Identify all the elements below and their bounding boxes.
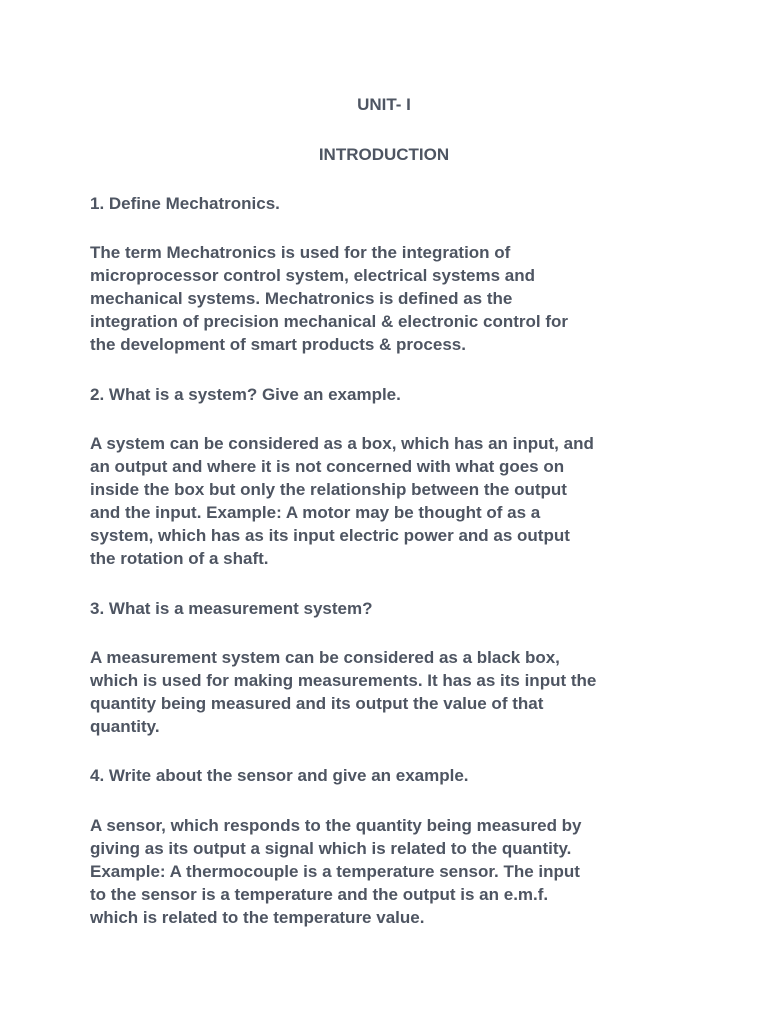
unit-heading: UNIT- I: [357, 95, 411, 114]
answer-4: [90, 814, 690, 929]
answer-line: the rotation of a shaft.: [90, 549, 269, 568]
answer-line: giving as its output a signal which is related to the quantity.: [90, 839, 572, 858]
question-3: 3. What is a measurement system?: [90, 599, 373, 618]
answer-line: to the sensor is a temperature and the output is an e.m.f.: [90, 885, 549, 904]
question-1: 1. Define Mechatronics.: [90, 194, 280, 213]
answer-line: A system can be considered as a box, which has an input, and: [90, 434, 594, 453]
answer-line: which is used for making measurements. It has as its input the: [90, 671, 597, 690]
answer-line: quantity.: [90, 717, 160, 736]
answer-line: which is related to the temperature value.: [90, 908, 425, 927]
answer-line: Example: A thermocouple is a temperature sensor. The input: [90, 862, 580, 881]
answer-line: mechanical systems. Mechatronics is defined as the: [90, 289, 513, 308]
answer-3: [90, 646, 690, 738]
answer-line: inside the box but only the relationship between the output: [90, 480, 567, 499]
answer-2: [90, 432, 690, 570]
answer-line: and the input. Example: A motor may be thought of as a: [90, 503, 541, 522]
answer-1: [90, 241, 690, 356]
answer-line: system, which has as its input electric power and as output: [90, 526, 570, 545]
question-2: 2. What is a system? Give an example.: [90, 385, 401, 404]
answer-line: The term Mechatronics is used for the integration of: [90, 243, 511, 262]
question-4: 4. Write about the sensor and give an example.: [90, 766, 469, 785]
answer-line: integration of precision mechanical & electronic control for: [90, 312, 568, 331]
section-heading: INTRODUCTION: [318, 145, 450, 164]
answer-line: A measurement system can be considered as a black box,: [90, 648, 560, 667]
answer-line: the development of smart products & process.: [90, 335, 466, 354]
answer-line: A sensor, which responds to the quantity being measured by: [90, 816, 582, 835]
answer-line: quantity being measured and its output the value of that: [90, 694, 544, 713]
answer-line: an output and where it is not concerned with what goes on: [90, 457, 565, 476]
answer-line: microprocessor control system, electrical systems and: [90, 266, 536, 285]
